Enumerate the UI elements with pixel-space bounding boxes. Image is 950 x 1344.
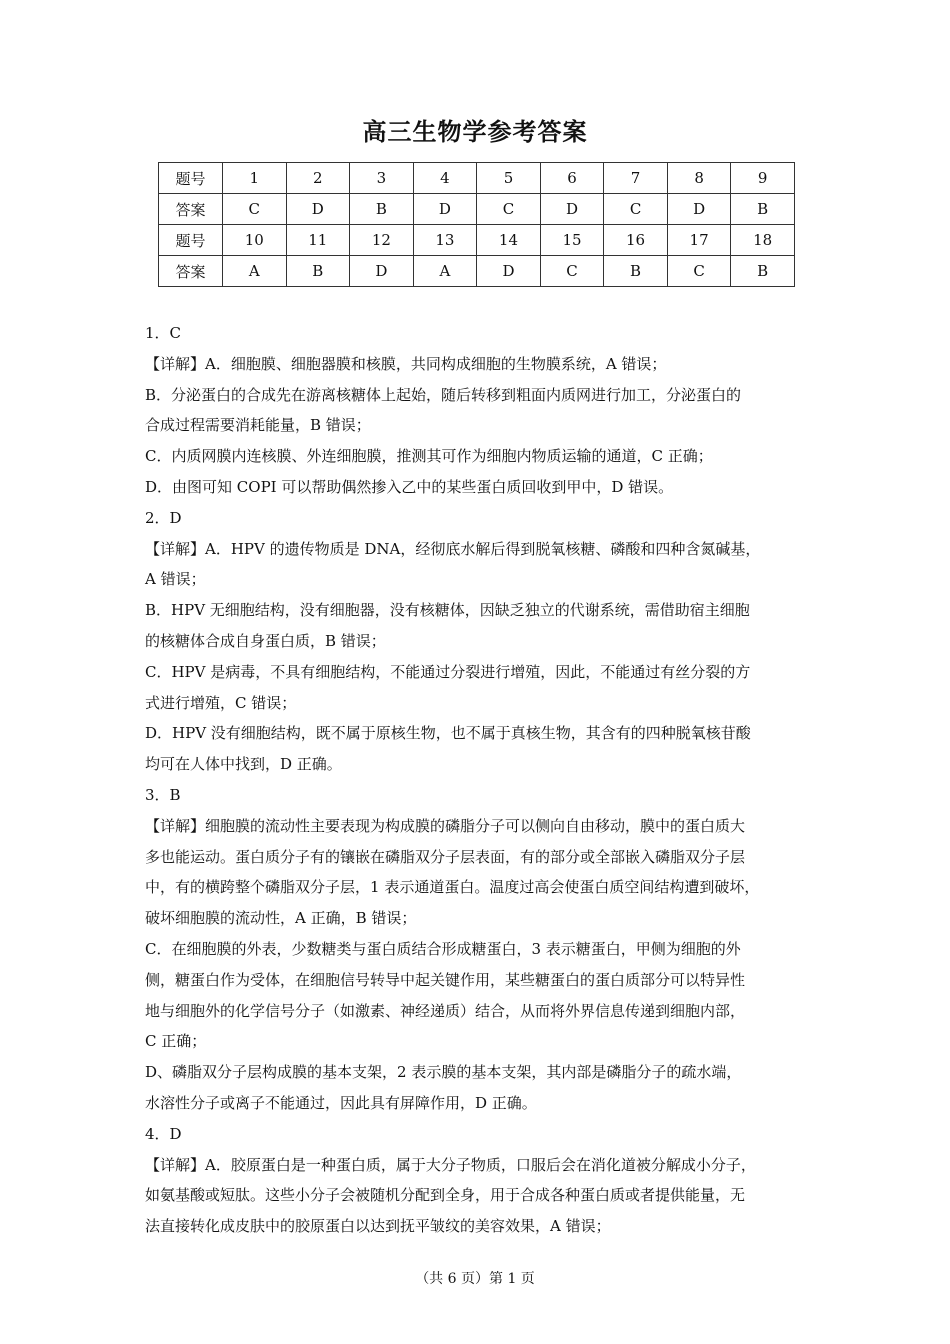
table-cell: 17 bbox=[667, 225, 731, 256]
text-line: 【详解】A．细胞膜、细胞器膜和核膜，共同构成细胞的生物膜系统，A 错误； bbox=[145, 354, 667, 373]
page-title: 高三生物学参考答案 bbox=[362, 118, 588, 146]
table-row bbox=[159, 163, 795, 194]
table-cell: C bbox=[477, 194, 541, 225]
table-cell: A bbox=[413, 256, 477, 287]
table-cell: B bbox=[350, 194, 414, 225]
text-line: 4．D bbox=[145, 1124, 182, 1143]
text-line: A 错误； bbox=[145, 570, 206, 589]
table-cell: 6 bbox=[540, 163, 604, 194]
table-cell: 12 bbox=[350, 225, 414, 256]
answer-explanations bbox=[145, 318, 810, 1242]
table-cell: B bbox=[731, 194, 795, 225]
text-line: B．HPV 无细胞结构，没有细胞器，没有核糖体，因缺乏独立的代谢系统，需借助宿主细胞 bbox=[145, 601, 750, 620]
text-line: 的核糖体合成自身蛋白质，B 错误； bbox=[145, 631, 386, 650]
text-line: 【详解】细胞膜的流动性主要表现为构成膜的磷脂分子可以侧向自由移动，膜中的蛋白质大 bbox=[145, 816, 746, 835]
table-cell: C bbox=[540, 256, 604, 287]
text-line: 中，有的横跨整个磷脂双分子层，1 表示通道蛋白。温度过高会使蛋白质空间结构遭到破坏， bbox=[145, 878, 760, 897]
table-row bbox=[159, 256, 795, 287]
text-line: 水溶性分子或离子不能通过，因此具有屏障作用，D 正确。 bbox=[145, 1093, 537, 1112]
table-cell: B bbox=[286, 256, 350, 287]
text-line: 侧，糖蛋白作为受体，在细胞信号转导中起关键作用，某些糖蛋白的蛋白质部分可以特异性 bbox=[145, 970, 746, 989]
text-line: 多也能运动。蛋白质分子有的镶嵌在磷脂双分子层表面，有的部分或全部嵌入磷脂双分子层 bbox=[145, 847, 746, 866]
table-cell: D bbox=[667, 194, 731, 225]
text-line: 法直接转化成皮肤中的胶原蛋白以达到抚平皱纹的美容效果，A 错误； bbox=[145, 1217, 611, 1236]
text-line: 3．B bbox=[145, 785, 181, 804]
row-header-cell: 答案 bbox=[159, 256, 223, 287]
text-line: C．HPV 是病毒，不具有细胞结构，不能通过分裂进行增殖，因此，不能通过有丝分裂的方 bbox=[145, 662, 751, 681]
table-cell: 8 bbox=[667, 163, 731, 194]
table-row bbox=[159, 225, 795, 256]
text-line: 均可在人体中找到，D 正确。 bbox=[145, 755, 342, 774]
table-cell: 5 bbox=[477, 163, 541, 194]
row-header-cell: 题号 bbox=[159, 163, 223, 194]
text-line: D．由图可知 COPI 可以帮助偶然掺入乙中的某些蛋白质回收到甲中，D 错误。 bbox=[145, 477, 674, 496]
text-line: 【详解】A．HPV 的遗传物质是 DNA，经彻底水解后得到脱氧核糖、磷酸和四种含氮碱基， bbox=[145, 539, 761, 558]
table-cell: 7 bbox=[604, 163, 668, 194]
table-cell: 15 bbox=[540, 225, 604, 256]
table-cell: D bbox=[286, 194, 350, 225]
page-footer: （共 6 页）第 1 页 bbox=[415, 1271, 535, 1287]
text-line: B．分泌蛋白的合成先在游离核糖体上起始，随后转移到粗面内质网进行加工，分泌蛋白的 bbox=[145, 385, 742, 404]
table-cell: 13 bbox=[413, 225, 477, 256]
table-cell: 9 bbox=[731, 163, 795, 194]
row-header-cell: 题号 bbox=[159, 225, 223, 256]
table-cell: B bbox=[731, 256, 795, 287]
table-cell: 11 bbox=[286, 225, 350, 256]
table-cell: 3 bbox=[350, 163, 414, 194]
text-line: 式进行增殖，C 错误； bbox=[145, 693, 297, 712]
table-cell: D bbox=[413, 194, 477, 225]
table-cell: D bbox=[350, 256, 414, 287]
text-line: 破坏细胞膜的流动性，A 正确，B 错误； bbox=[145, 909, 417, 928]
text-line: C 正确； bbox=[145, 1032, 207, 1051]
table-cell: 16 bbox=[604, 225, 668, 256]
table-cell: D bbox=[477, 256, 541, 287]
table-cell: C bbox=[604, 194, 668, 225]
text-line: 如氨基酸或短肽。这些小分子会被随机分配到全身，用于合成各种蛋白质或者提供能量，无 bbox=[145, 1186, 746, 1205]
text-line: D．HPV 没有细胞结构，既不属于原核生物，也不属于真核生物，其含有的四种脱氧核苷酸 bbox=[145, 724, 751, 743]
table-cell: 1 bbox=[223, 163, 287, 194]
text-line: 【详解】A．胶原蛋白是一种蛋白质，属于大分子物质，口服后会在消化道被分解成小分子， bbox=[145, 1155, 756, 1174]
table-cell: 2 bbox=[286, 163, 350, 194]
text-line: 合成过程需要消耗能量，B 错误； bbox=[145, 416, 371, 435]
table-cell: B bbox=[604, 256, 668, 287]
table-cell: 4 bbox=[413, 163, 477, 194]
answer-table bbox=[158, 162, 795, 287]
row-header-cell: 答案 bbox=[159, 194, 223, 225]
table-row bbox=[159, 194, 795, 225]
text-line: D、磷脂双分子层构成膜的基本支架，2 表示膜的基本支架，其内部是磷脂分子的疏水端， bbox=[145, 1063, 742, 1082]
text-line: 2．D bbox=[145, 508, 182, 527]
table-cell: C bbox=[667, 256, 731, 287]
text-line: 地与细胞外的化学信号分子（如激素、神经递质）结合，从而将外界信息传递到细胞内部， bbox=[145, 1001, 746, 1020]
text-line: C．在细胞膜的外表，少数糖类与蛋白质结合形成糖蛋白，3 表示糖蛋白，甲侧为细胞的外 bbox=[145, 939, 741, 958]
text-line: 1．C bbox=[145, 324, 182, 342]
table-cell: 18 bbox=[731, 225, 795, 256]
table-cell: 10 bbox=[223, 225, 287, 256]
table-cell: 14 bbox=[477, 225, 541, 256]
table-cell: C bbox=[223, 194, 287, 225]
table-cell: D bbox=[540, 194, 604, 225]
text-line: C．内质网膜内连核膜、外连细胞膜，推测其可作为细胞内物质运输的通道，C 正确； bbox=[145, 447, 713, 466]
table-cell: A bbox=[223, 256, 287, 287]
